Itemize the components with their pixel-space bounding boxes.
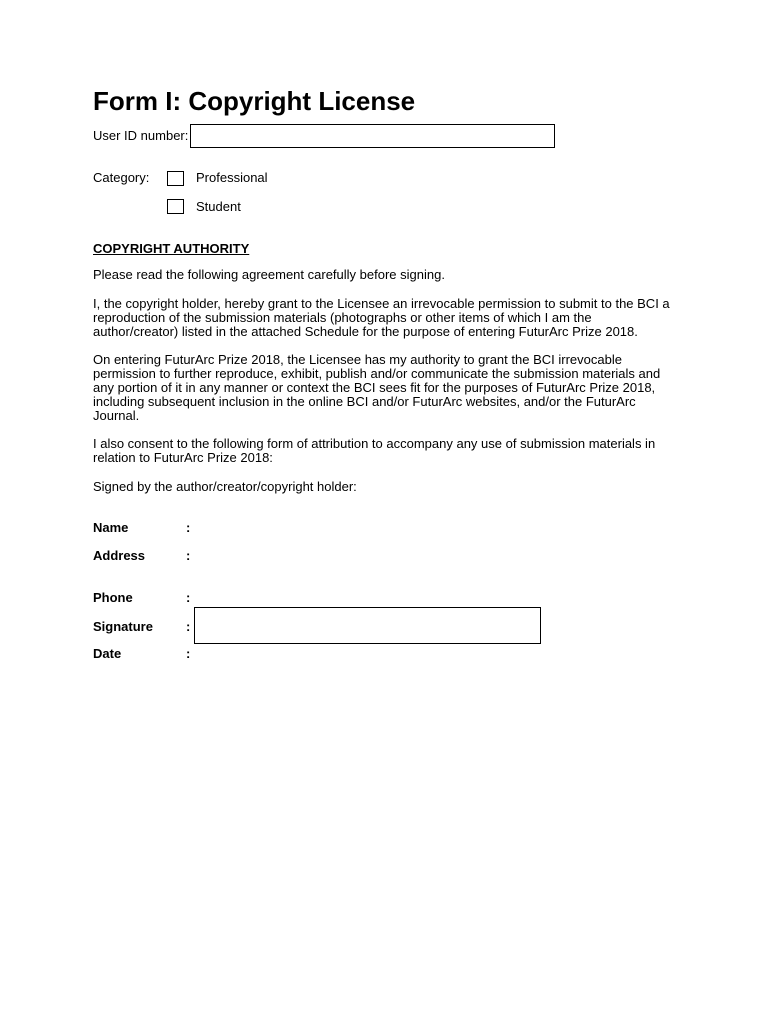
professional-checkbox[interactable] bbox=[167, 171, 184, 186]
attribution-paragraph: I also consent to the following form of attribution to accompany any use of submission materials in relation to FuturArc Prize 2018: bbox=[93, 436, 656, 465]
date-label: Date bbox=[93, 646, 122, 661]
name-label: Name bbox=[93, 520, 129, 535]
signature-colon: : bbox=[186, 619, 191, 634]
signature-label: Signature bbox=[93, 619, 153, 634]
section-heading: COPYRIGHT AUTHORITY bbox=[93, 241, 250, 256]
signed-by-paragraph: Signed by the author/creator/copyright holder: bbox=[93, 479, 357, 494]
authority-paragraph: On entering FuturArc Prize 2018, the Licensee has my authority to grant the BCI irrevocable permission to further reproduce, exhibit, publish and/or communicate the submission materials and any portion of it in any manner or context the BCI sees fit for the purposes of FuturArc Prize 2018, including subsequent inclusion in the online BCI and/or FuturArc websites, and/or the FuturArc Journal. bbox=[93, 352, 661, 423]
student-option-label: Student bbox=[196, 199, 241, 214]
address-colon: : bbox=[186, 548, 191, 563]
professional-option-label: Professional bbox=[196, 170, 268, 185]
page-title: Form I: Copyright License bbox=[93, 86, 416, 116]
user-id-field[interactable] bbox=[190, 124, 555, 148]
phone-label: Phone bbox=[93, 590, 133, 605]
grant-paragraph: I, the copyright holder, hereby grant to the Licensee an irrevocable permission to submit to the BCI a reproduction of the submission materials (photographs or other items of which I am the author/creator) listed in the attached Schedule for the purpose of entering FuturArc Prize 2018. bbox=[93, 296, 670, 339]
date-colon: : bbox=[186, 646, 191, 661]
user-id-label: User ID number: bbox=[93, 128, 189, 143]
instruction-paragraph: Please read the following agreement carefully before signing. bbox=[93, 267, 445, 282]
address-label: Address bbox=[93, 548, 146, 563]
category-label: Category: bbox=[93, 170, 150, 185]
phone-colon: : bbox=[186, 590, 191, 605]
student-checkbox[interactable] bbox=[167, 199, 184, 214]
signature-box[interactable] bbox=[194, 607, 541, 644]
name-colon: : bbox=[186, 520, 191, 535]
